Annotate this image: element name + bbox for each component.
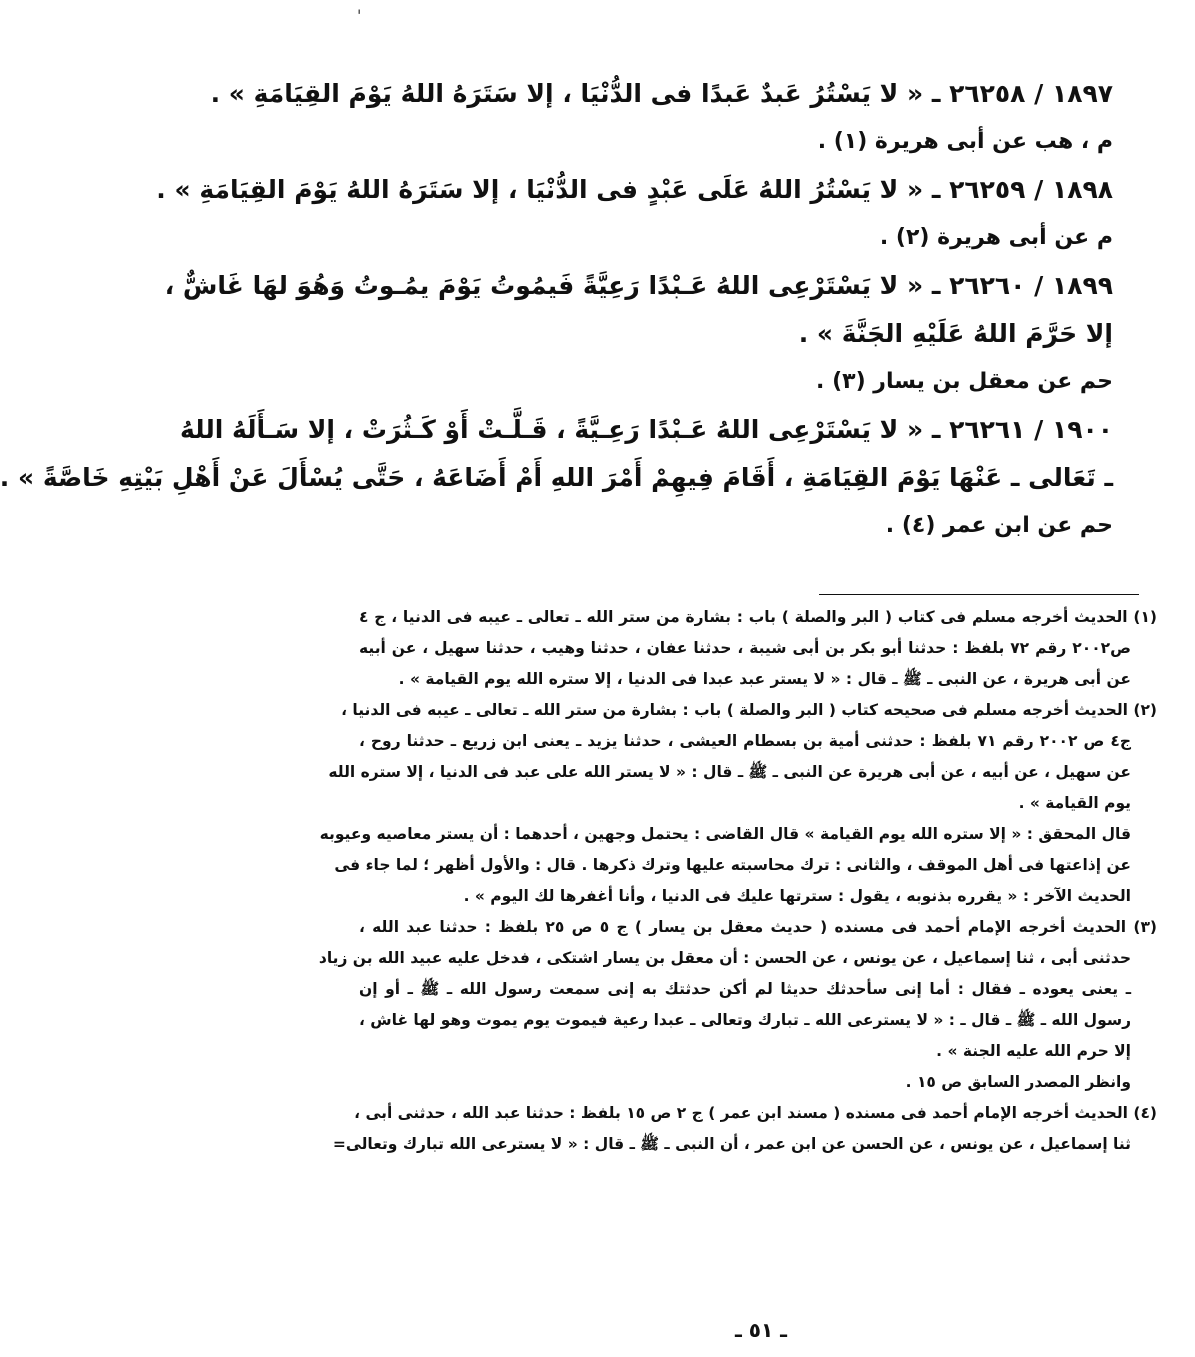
footnotes-section: [318, 602, 1157, 1160]
footnote-4: [332, 1098, 1157, 1160]
footnote-line: ص٢٠٠٢ رقم ٧٢ بلفظ : حدثنا أبو بكر بن أبى شيبة ، حدثنا عفان ، حدثنا وهيب ، حدثنا سهيل ، عن أبيه: [359, 639, 1131, 657]
footnote-line: قال المحقق : « إلا ستره الله يوم القيامة » قال القاضى : يحتمل وجهين ، أحدهما : أن يستر معاصيه وعيوبه: [319, 825, 1131, 843]
hadith-text-line: ـ تَعَالى ـ عَنْهَا يَوْمَ القِيَامَةِ ، أَقَامَ فِيهِمْ أَمْرَ اللهِ أَمْ أَضَاعَهُ ، حَتَّى يُسْأَلَ عَنْ أَهْلِ بَيْتِهِ خَاصَّةً » .: [0, 463, 1113, 492]
footnote-line: ـ يعنى يعوده ـ فقال : أما إنى سأحدثك حديثا لم أكن حدثتك به إنى سمعت رسول الله ـ ﷺ ـ أو إن: [359, 980, 1131, 998]
hadith-1897: [210, 70, 1113, 166]
footnote-3: [318, 912, 1157, 1098]
hadith-text-line: ١٩٠٠ / ٢٦٢٦١ ـ « لا يَسْتَرْعِى اللهُ عَـبْدًا رَعِـيَّةً ، قَـلَّـتْ أَوْ كَـثُرَتْ ، إلا سَـأَلَهُ اللهُ: [179, 415, 1113, 444]
footnote-line: (٣) الحديث أخرجه الإمام أحمد فى مسنده ( حديث معقل بن يسار ) ج ٥ ص ٢٥ بلفظ : حدثنا عبد الله ،: [359, 918, 1157, 936]
hadith-text-line: ١٨٩٨ / ٢٦٢٥٩ ـ « لا يَسْتُرُ اللهُ عَلَى عَبْدٍ فى الدُّنْيَا ، إلا سَتَرَهُ اللهُ يَوْمَ القِيَامَةِ » .: [156, 175, 1113, 204]
hadith-reference: م ، هب عن أبى هريرة (١) .: [817, 129, 1113, 154]
hadith-text-line: إلا حَرَّمَ اللهُ عَلَيْهِ الجَنَّةَ » .: [798, 319, 1113, 348]
hadith-reference: حم عن معقل بن يسار (٣) .: [816, 369, 1113, 394]
hadith-text-line: ١٨٩٩ / ٢٦٢٦٠ ـ « لا يَسْتَرْعِى اللهُ عَـبْدًا رَعِيَّةً فَيمُوتُ يَوْمَ يمُـوتُ وَهُوَ لهَا غَاشٌّ ،: [164, 271, 1113, 300]
footnote-line: عن إذاعتها فى أهل الموقف ، والثانى : ترك محاسبته عليها وترك ذكرها . قال : والأول أظهر ؛ لما جاء فى: [334, 856, 1131, 874]
footnote-line: حدثنى أبى ، ثنا إسماعيل ، عن يونس ، عن الحسن : أن معقل بن يسار اشتكى ، فدخل عليه عبيد الله بن زياد: [318, 949, 1131, 967]
footnote-1: [359, 602, 1157, 695]
hadith-1899: [164, 262, 1113, 406]
footnote-line: إلا حرم الله عليه الجنة » .: [936, 1042, 1131, 1060]
footnote-line: (٢) الحديث أخرجه مسلم فى صحيحه كتاب ( البر والصلة ) باب : بشارة من ستر الله ـ تعالى ـ عيبه فى الدنيا ،: [341, 701, 1157, 719]
page-number: ـ ٥١ ـ: [734, 1318, 788, 1342]
hadith-1898: [156, 166, 1113, 262]
footnote-line: عن أبى هريرة ، عن النبى ـ ﷺ ـ قال : « لا يستر عبد عبدا فى الدنيا ، إلا ستره الله يوم القيامة » .: [398, 670, 1131, 688]
footnote-2: [319, 695, 1157, 912]
footnote-line: ثنا إسماعيل ، عن يونس ، عن الحسن عن ابن عمر ، أن النبى ـ ﷺ ـ قال : « لا يسترعى الله تبارك وتعالى=: [332, 1135, 1131, 1153]
corner-mark: ': [357, 6, 362, 25]
hadith-section: [0, 70, 1113, 550]
hadith-reference: حم عن ابن عمر (٤) .: [885, 513, 1113, 538]
footnote-line: (٤) الحديث أخرجه الإمام أحمد فى مسنده ( مسند ابن عمر ) ج ٢ ص ١٥ بلفظ : حدثنا عبد الله ، حدثنى أبى ،: [354, 1104, 1157, 1122]
footnote-line: وانظر المصدر السابق ص ١٥ .: [905, 1073, 1131, 1091]
footnote-line: الحديث الآخر : « يقرره بذنوبه ، يقول : سترتها عليك فى الدنيا ، وأنا أغفرها لك اليوم » .: [463, 887, 1131, 905]
footnote-line: يوم القيامة » .: [1018, 794, 1131, 812]
footnote-line: (١) الحديث أخرجه مسلم فى كتاب ( البر والصلة ) باب : بشارة من ستر الله ـ تعالى ـ عيبه فى الدنيا ، ج ٤: [359, 608, 1157, 626]
footnote-line: عن سهيل ، عن أبيه ، عن أبى هريرة عن النبى ـ ﷺ ـ قال : « لا يستر الله على عبد فى الدنيا ، إلا ستره الله: [328, 763, 1131, 781]
footnote-line: رسول الله ـ ﷺ ـ قال ـ : « لا يسترعى الله ـ تبارك وتعالى ـ عبدا رعية فيموت يوم يموت وهو لها غاش ،: [358, 1011, 1131, 1029]
footnote-line: ج٤ ص ٢٠٠٢ رقم ٧١ بلفظ : حدثنى أمية بن بسطام العيشى ، حدثنا يزيد ـ يعنى ابن زريع ـ حدثنا روح ،: [359, 732, 1131, 750]
footnote-separator: [819, 594, 1139, 595]
hadith-reference: م عن أبى هريرة (٢) .: [879, 225, 1113, 250]
hadith-1900: [0, 406, 1113, 550]
hadith-text-line: ١٨٩٧ / ٢٦٢٥٨ ـ « لا يَسْتُرُ عَبدٌ عَبدًا فى الدُّنْيَا ، إلا سَتَرَهُ اللهُ يَوْمَ القِيَامَةِ » .: [210, 79, 1113, 108]
